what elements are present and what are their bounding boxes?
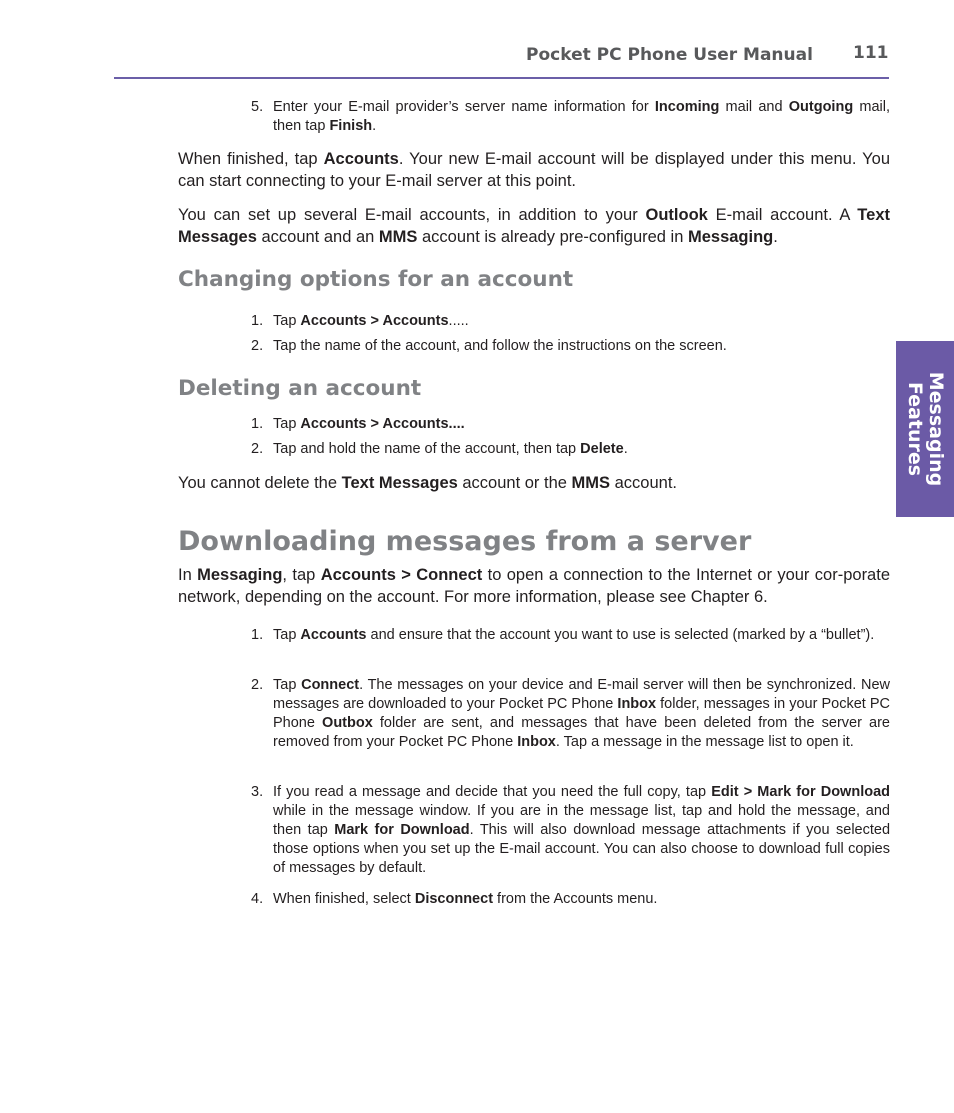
changing-step-2: 2. Tap the name of the account, and follow the instructions on the screen. [251, 338, 727, 354]
downloading-step-1: 1. Tap Accounts and ensure that the account you want to use is selected (marked by a “bullet”). [251, 627, 875, 643]
header-rule [114, 77, 889, 79]
step-number: 5. [251, 99, 264, 115]
running-header-title: Pocket PC Phone User Manual [526, 45, 813, 65]
heading-changing-options: Changing options for an account [178, 267, 574, 292]
paragraph-downloading-intro: In Messaging, tap Accounts > Connect to open a connection to the Internet or your cor-porate network, depending on the account. For more information, please see Chapter 6. [178, 566, 890, 606]
deleting-step-2: 2. Tap and hold the name of the account, then tap Delete. [251, 441, 628, 457]
heading-deleting-account: Deleting an account [178, 376, 422, 401]
paragraph-when-finished: When finished, tap Accounts. Your new E-mail account will be displayed under this menu. You can start connecting to your E-mail server at this point. [178, 150, 891, 190]
chapter-side-tab-label [904, 372, 946, 486]
page-number: 111 [853, 43, 889, 63]
side-tab-line2: Features [904, 381, 926, 477]
paragraph-several-accounts: You can set up several E-mail accounts, in addition to your Outlook E-mail account. A Text Messages account and an MMS account is already pre-configured in Messaging. [178, 206, 890, 246]
paragraph-cannot-delete: You cannot delete the Text Messages account or the MMS account. [178, 474, 678, 492]
step-text: Enter your E-mail provider’s server name information for Incoming mail and Outgoing mail, then tap Finish. [273, 99, 890, 134]
changing-step-1: 1. Tap Accounts > Accounts..... [251, 313, 469, 329]
chapter-side-tab [896, 341, 954, 517]
downloading-step-3: 3. If you read a message and decide that you need the full copy, tap Edit > Mark for Download while in the message window. If you are in the message list, tap and hold the message, and then tap Mark for Download. This will also download message attachments if you selected those options when you set up the E-mail account. You can also choose to download full copies of messages by default. [251, 784, 891, 876]
side-tab-line1: Messaging [925, 371, 947, 487]
heading-downloading-messages: Downloading messages from a server [178, 526, 752, 557]
downloading-step-2: 2. Tap Connect. The messages on your device and E-mail server will then be synchronized. New messages are downloaded to your Pocket PC Phone Inbox folder, messages in your Pocket PC Phone Outbox folder are sent, and messages that have been deleted from the server are removed from your Pocket PC Phone Inbox. Tap a message in the message list to open it. [251, 677, 890, 750]
deleting-step-1: 1. Tap Accounts > Accounts.... [251, 416, 465, 432]
downloading-step-4: 4. When finished, select Disconnect from the Accounts menu. [251, 891, 658, 907]
step-5-server-info [251, 98, 890, 136]
